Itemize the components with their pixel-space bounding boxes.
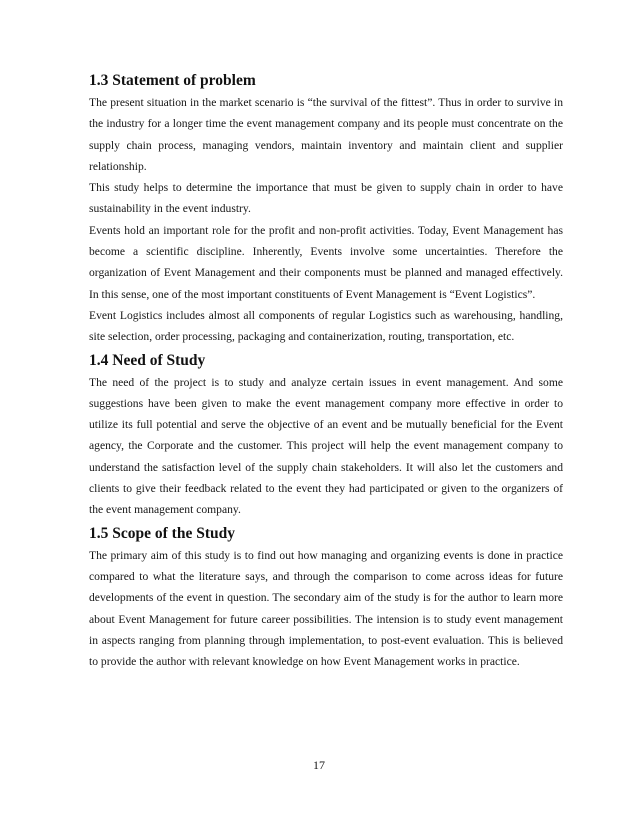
section-statement-of-problem	[89, 68, 563, 348]
paragraph: The present situation in the market scenario is “the survival of the fittest”. Thus in order to survive in the industry for a longer time the event management company and its people must concentrate on the supply chain process, managing vendors, maintain inventory and maintain client and supplier relationship.	[89, 96, 563, 173]
paragraph: This study helps to determine the importance that must be given to supply chain in order to have sustainability in the event industry.	[89, 181, 563, 216]
document-body	[89, 68, 563, 672]
paragraph: The need of the project is to study and analyze certain issues in event management. And some suggestions have been given to make the event management company more effective in order to utilize its full potential and serve the objective of an event and be mutually beneficial for the Event agency, the Corporate and the customer. This project will help the event management company to understand the satisfaction level of the supply chain stakeholders. It will also let the customers and clients to give their feedback related to the event they had participated or given to the organizers of the event management company.	[89, 375, 563, 517]
paragraph: Events hold an important role for the profit and non-profit activities. Today, Event Management has become a scientific discipline. Inherently, Events involve some uncertainties. Therefore the organization of Event Management and their components must be planned and managed effectively. In this sense, one of the most important constituents of Event Management is “Event Logistics”.	[89, 223, 563, 301]
section-heading: 1.4 Need of Study	[89, 351, 206, 369]
section-heading: 1.3 Statement of problem	[89, 72, 256, 89]
paragraph: The primary aim of this study is to find out how managing and organizing events is done in practice compared to what the literature says, and through the comparison to come across ideas for future developments of the event in question. The secondary aim of the study is for the author to learn more about Event Management for future career possibilities. The intension is to study event management in aspects ranging from planning through implementation, to post-event evaluation. This is believed to provide the author with relevant knowledge on how Event Management works in practice.	[89, 548, 563, 669]
section-need-of-study	[89, 348, 563, 521]
paragraph: Event Logistics includes almost all components of regular Logistics such as warehousing, handling, site selection, order processing, packaging and containerization, routing, transportation, etc.	[89, 308, 563, 344]
section-heading: 1.5 Scope of the Study	[89, 524, 235, 542]
section-scope-of-study	[89, 521, 563, 673]
page-number: 17	[313, 758, 325, 772]
